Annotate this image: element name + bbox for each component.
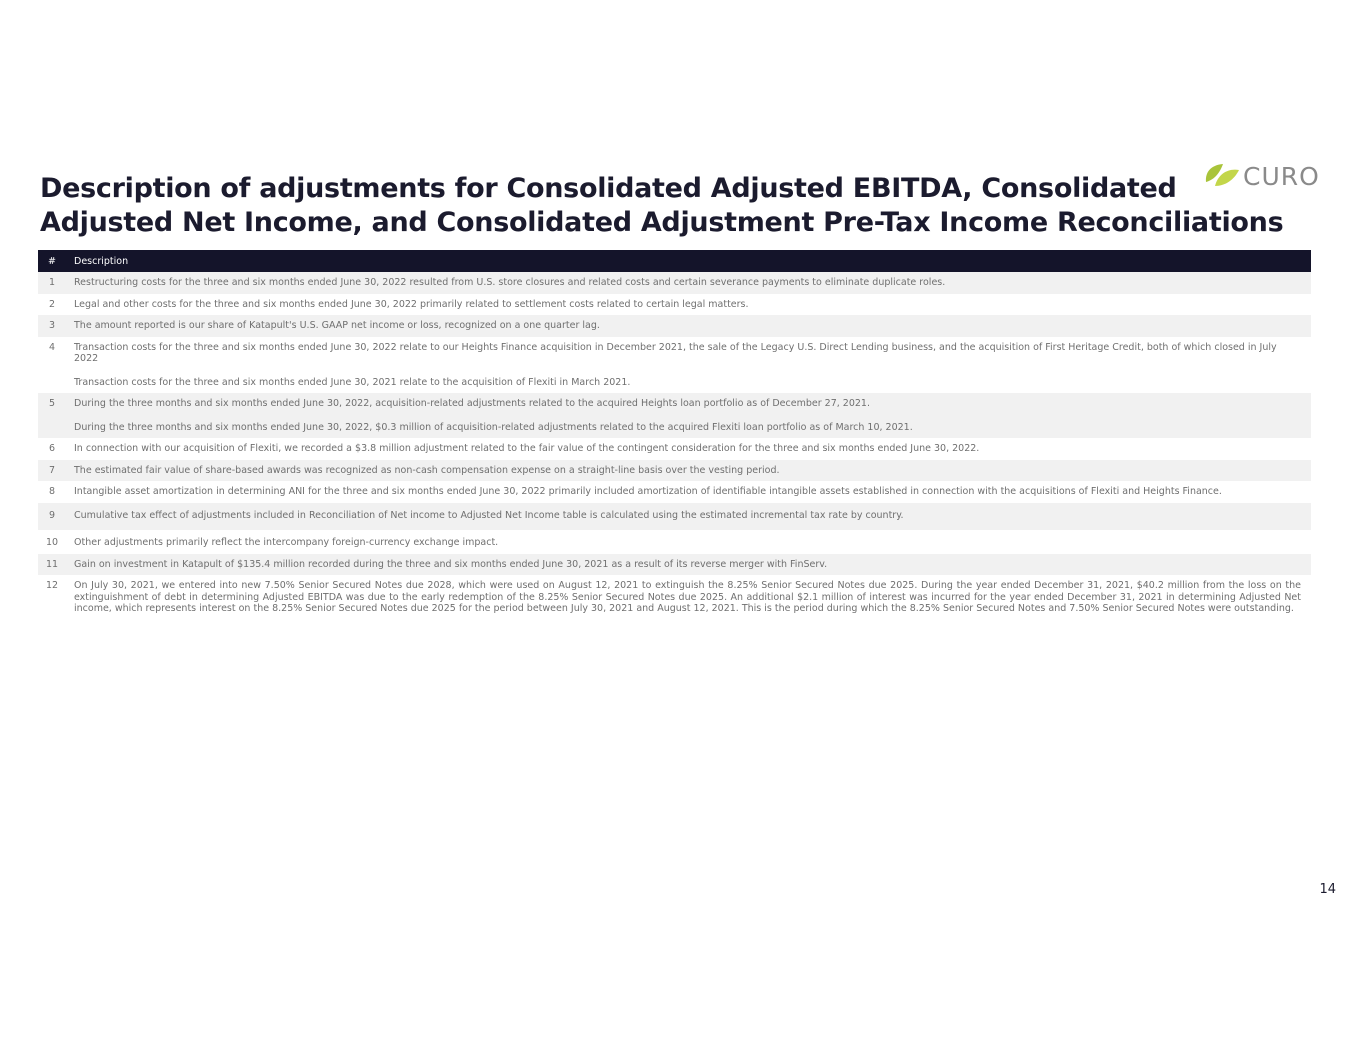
row-number: 8 (48, 486, 56, 497)
row-description: The estimated fair value of share-based awards was recognized as non-cash compensation expense on a straight-line basis over the vesting period. (66, 460, 1311, 482)
table-row (38, 530, 1311, 554)
row-description: Gain on investment in Katapult of $135.4 million recorded during the three and six months ended June 30, 2021 as a result of its reverse merger with FinServ. (66, 554, 1311, 576)
table-row (38, 438, 1311, 460)
table-row (38, 337, 1311, 394)
row-description: In connection with our acquisition of Flexiti, we recorded a $3.8 million adjustment related to the fair value of the contingent consideration for the three and six months ended June 30, 2022. (74, 443, 980, 454)
page-title-line-2: Adjusted Net Income, and Consolidated Adjustment Pre-Tax Income Reconciliations (40, 207, 1284, 238)
row-number: 10 (45, 537, 59, 548)
row-number: 9 (38, 503, 66, 531)
table-row (38, 294, 1311, 316)
row-number: 2 (48, 298, 56, 310)
table-row (38, 393, 1311, 438)
row-description: The amount reported is our share of Katapult's U.S. GAAP net income or loss, recognized on a one quarter lag. (66, 315, 1311, 337)
row-number: 12 (45, 580, 59, 591)
row-description: Cumulative tax effect of adjustments included in Reconciliation of Net income to Adjusted Net Income table is calculated using the estimated incremental tax rate by country. (66, 503, 1311, 531)
row-number: 1 (38, 272, 66, 294)
table-row (38, 315, 1311, 337)
row-number: 7 (38, 460, 66, 482)
page-title-line-1: Description of adjustments for Consolidated Adjusted EBITDA, Consolidated (40, 173, 1177, 204)
row-description: Restructuring costs for the three and six months ended June 30, 2022 resulted from U.S. store closures and related costs and certain severance payments to eliminate duplicate roles. (66, 272, 1311, 294)
table-header-row (38, 250, 1311, 272)
column-header-description: Description (66, 250, 1311, 272)
row-description: On July 30, 2021, we entered into new 7.50% Senior Secured Notes due 2028, which were used on August 12, 2021 to extinguish the 8.25% Senior Secured Notes due 2025. During the year ended December 31, 2021, $40.2 million from the loss on the extinguishment of debt in determining Adjusted EBITDA was due to the early redemption of the 8.25% Senior Secured Notes due 2025. An additional $2.1 million of interest was incurred for the year ended December 31, 2021 in determining Adjusted Net income, which represents interest on the 8.25% Senior Secured Notes due 2025 for the period between July 30, 2021 and August 12, 2021. This is the period during which the 8.25% Senior Secured Notes and 7.50% Senior Secured Notes were outstanding. (74, 580, 1301, 614)
row-description: Intangible asset amortization in determining ANI for the three and six months ended June 30, 2022 primarily included amortization of identifiable intangible assets established in connection with the acquisitions of Flexiti and Heights Finance. (74, 486, 1222, 497)
row-description (66, 337, 1311, 394)
adjustments-table (38, 250, 1311, 620)
row-number: 5 (38, 393, 66, 438)
column-header-number: # (38, 250, 66, 272)
curo-logo-text: CURO (1243, 162, 1320, 191)
row-description-paragraph: During the three months and six months ended June 30, 2022, $0.3 million of acquisition-related adjustments related to the acquired Flexiti loan portfolio as of March 10, 2021. (74, 421, 913, 433)
table-row (38, 460, 1311, 482)
table-row (38, 554, 1311, 576)
curo-leaf-icon (1206, 164, 1239, 186)
row-description (66, 393, 1311, 438)
table-row (38, 503, 1311, 531)
row-description: Legal and other costs for the three and six months ended June 30, 2022 primarily related to settlement costs related to certain legal matters. (74, 298, 749, 310)
row-number: 4 (48, 341, 56, 353)
table-row (38, 481, 1311, 503)
curo-logo (1203, 158, 1338, 194)
row-number: 11 (38, 554, 66, 576)
table-row (38, 575, 1311, 620)
row-description: Other adjustments primarily reflect the intercompany foreign-currency exchange impact. (74, 537, 499, 548)
row-number: 6 (48, 443, 56, 454)
row-description-paragraph: Transaction costs for the three and six months ended June 30, 2022 relate to our Heights Finance acquisition in December 2021, the sale of the Legacy U.S. Direct Lending business, and the acquisition of First Heritage Credit, both of which closed in July 2022 (74, 341, 1277, 364)
row-description-paragraph: During the three months and six months ended June 30, 2022, acquisition-related adjustments related to the acquired Heights loan portfolio as of December 27, 2021. (74, 398, 870, 409)
row-number: 3 (38, 315, 66, 337)
table-row (38, 272, 1311, 294)
page-number: 14 (1319, 882, 1336, 897)
row-description-paragraph: Transaction costs for the three and six months ended June 30, 2021 relate to the acquisition of Flexiti in March 2021. (74, 376, 631, 388)
page-title (40, 172, 1300, 240)
